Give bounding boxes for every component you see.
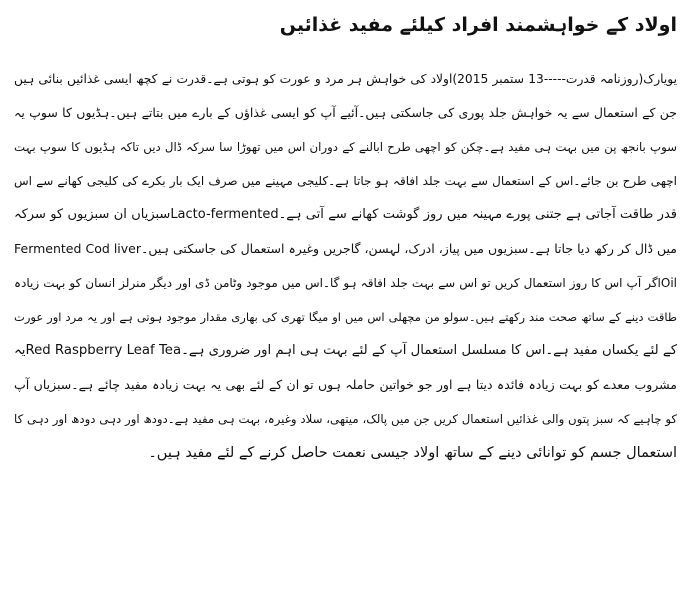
article-line: مشروب معدے کو بہت زیادہ فائدہ دیتا ہے اور جو خواتین حاملہ ہوں تو ان کے لئے بھی یہ بہت زیادہ مفید چائے ہے۔سبزیاں آپ	[14, 377, 677, 392]
article-line: قدر طاقت آجاتی ہے جتنی پورے مہینہ میں روز گوشت کھانے سے آتی ہے۔Lacto-fermentedسبزیاں ان سبزیوں کو سرکہ	[14, 207, 677, 222]
article-headline: اولاد کے خواہشمند افراد کیلئے مفید غذائیں	[279, 14, 677, 36]
article-line: کے لئے یکساں مفید ہے۔اس کا مسلسل استعمال آپ کے لئے بہت ہی اہم اور ضروری ہے۔Red Raspberry Leaf Teaیہ	[14, 343, 677, 358]
article-line: Oilاگر آپ اس کا روز استعمال کریں تو اس سے بہت جلد افاقہ ہو گا۔اس میں موجود وٹامن ڈی اور دیگر منرلز انسان کو بہت زیادہ	[14, 276, 677, 290]
article-line: کو چاہیے کہ سبز پتوں والی غذائیں استعمال کریں جن میں پالک، میتھی، سلاد وغیرہ، بہت ہی مفید ہے۔دودھ اور دہی دودھ اور دہی کا	[14, 412, 677, 426]
article-line: میں ڈال کر رکھ دیا جاتا ہے۔سبزیوں میں پیاز، ادرک، لہسن، گاجریں وغیرہ استعمال کی جاسکتی ہیں۔Fermented Cod liver	[14, 241, 677, 256]
article-line: استعمال جسم کو توانائی دینے کے ساتھ اولاد جیسی نعمت حاصل کرنے کے لئے مفید ہیں۔	[148, 445, 677, 461]
article-line: یویارک(روزنامہ قدرت-----13 ستمبر 2015)اولاد کی خواہش ہر مرد و عورت کو ہوتی ہے۔قدرت نے کچھ ایسی غذائیں بنائی ہیں	[14, 72, 677, 86]
article-line: طاقت دینے کے ساتھ صحت مند رکھتے ہیں۔سولو من مچھلی اس میں او میگا تھری کی بھاری مقدار موجود ہوتی ہے اور یہ مرد اور عورت	[14, 310, 677, 324]
article-line: سوپ بانجھ پن میں بہت ہی مفید ہے۔چکن کو اچھی طرح ابالنے کے دوران اس میں تھوڑا سا سرکہ ڈال دیں تاکہ ہڈیوں کا سوپ بہت	[14, 140, 677, 154]
article-body	[14, 62, 677, 470]
article-line: اچھی طرح بن جائے۔اس کے استعمال سے بہت جلد افاقہ ہو جاتا ہے۔کلیجی مہینے میں صرف ایک بار بکرے کی کلیجی کھانے سے اس	[14, 174, 677, 188]
article-line: جن کے استعمال سے یہ خواہش جلد پوری کی جاسکتی ہیں۔آئیے آپ کو ایسی غذاؤں کے بارے میں بتاتے ہیں۔ہڈیوں کا سوپ یہ	[14, 105, 677, 120]
